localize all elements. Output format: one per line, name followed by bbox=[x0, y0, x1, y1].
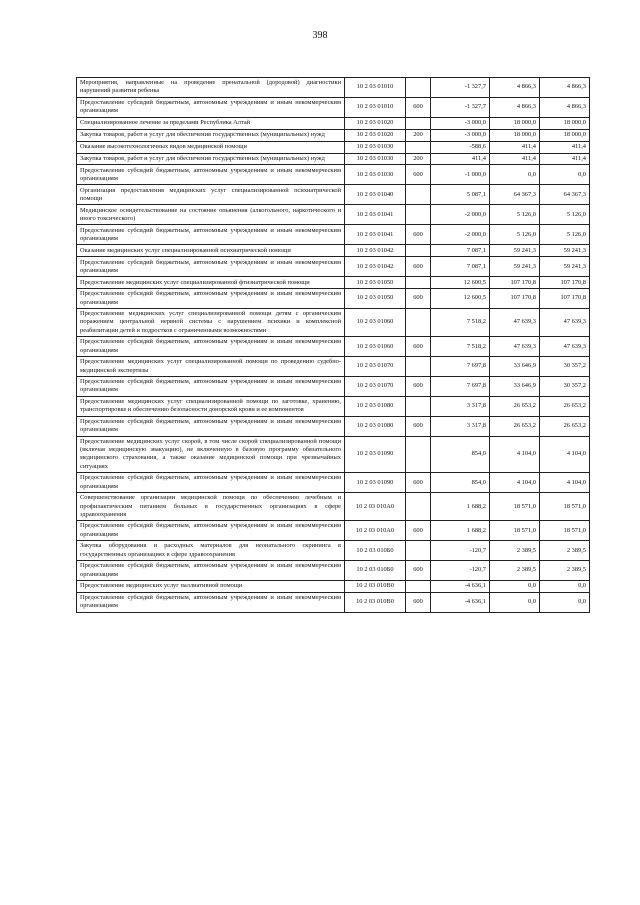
row-amount-3-cell: 411,4 bbox=[540, 153, 590, 165]
row-code-cell: 10 2 03 01030 bbox=[345, 141, 406, 153]
row-amount-1-cell: 7 518,2 bbox=[431, 337, 490, 357]
table-row bbox=[77, 541, 590, 561]
row-amount-2-cell: 4 866,3 bbox=[490, 78, 540, 98]
row-amount-2-cell: 18 000,0 bbox=[490, 129, 540, 141]
row-code-cell: 10 2 03 01090 bbox=[345, 436, 406, 472]
table-row bbox=[77, 289, 590, 309]
row-expense-type-cell: 600 bbox=[406, 561, 431, 581]
table-row bbox=[77, 581, 590, 593]
page-number: 398 bbox=[312, 30, 328, 41]
row-amount-1-cell: -4 636,1 bbox=[431, 592, 490, 612]
row-name-cell: Предоставление субсидий бюджетным, автономным учреждениям и иным некоммерческим организациям bbox=[77, 377, 345, 397]
row-amount-1-cell: 411,4 bbox=[431, 153, 490, 165]
row-code-cell: 10 2 03 01090 bbox=[345, 473, 406, 493]
row-name-cell: Закупка товаров, работ и услуг для обеспечения государственных (муниципальных) нужд bbox=[77, 153, 345, 165]
row-amount-2-cell: 4 104,0 bbox=[490, 473, 540, 493]
table-row bbox=[77, 521, 590, 541]
row-amount-1-cell: -1 327,7 bbox=[431, 97, 490, 117]
table-row bbox=[77, 416, 590, 436]
table-row bbox=[77, 205, 590, 225]
row-expense-type-cell: 600 bbox=[406, 377, 431, 397]
row-name-cell: Предоставление субсидий бюджетным, автономным учреждениям и иным некоммерческим организациям bbox=[77, 473, 345, 493]
row-code-cell: 10 2 03 01050 bbox=[345, 289, 406, 309]
table-row bbox=[77, 309, 590, 337]
row-amount-3-cell: 0,0 bbox=[540, 581, 590, 593]
row-expense-type-cell bbox=[406, 309, 431, 337]
row-expense-type-cell bbox=[406, 245, 431, 257]
row-code-cell: 10 2 03 010А0 bbox=[345, 521, 406, 541]
table-row bbox=[77, 245, 590, 257]
row-amount-2-cell: 26 653,2 bbox=[490, 396, 540, 416]
row-code-cell: 10 2 03 01080 bbox=[345, 416, 406, 436]
row-amount-2-cell: 411,4 bbox=[490, 153, 540, 165]
row-amount-2-cell: 59 241,3 bbox=[490, 245, 540, 257]
row-amount-1-cell: 12 600,5 bbox=[431, 289, 490, 309]
row-expense-type-cell: 600 bbox=[406, 592, 431, 612]
table-row bbox=[77, 141, 590, 153]
row-amount-3-cell: 107 170,8 bbox=[540, 277, 590, 289]
row-expense-type-cell bbox=[406, 205, 431, 225]
row-code-cell: 10 2 03 01070 bbox=[345, 377, 406, 397]
row-expense-type-cell: 600 bbox=[406, 473, 431, 493]
row-name-cell: Медицинское освидетельствование на состояние опьянения (алкогольного, наркотического и иного токсического) bbox=[77, 205, 345, 225]
row-amount-2-cell: 107 170,8 bbox=[490, 289, 540, 309]
table-row bbox=[77, 97, 590, 117]
row-amount-3-cell: 18 000,0 bbox=[540, 129, 590, 141]
row-name-cell: Предоставление медицинских услуг специализированной помощи по проведению судебно-медицинской экспертизы bbox=[77, 357, 345, 377]
table-row bbox=[77, 337, 590, 357]
row-expense-type-cell: 200 bbox=[406, 153, 431, 165]
table-row bbox=[77, 396, 590, 416]
row-amount-1-cell: 7 087,1 bbox=[431, 257, 490, 277]
row-amount-1-cell: 3 317,8 bbox=[431, 416, 490, 436]
row-code-cell: 10 2 03 01041 bbox=[345, 225, 406, 245]
row-expense-type-cell bbox=[406, 78, 431, 98]
row-amount-2-cell: 2 389,5 bbox=[490, 561, 540, 581]
table-row bbox=[77, 473, 590, 493]
row-amount-3-cell: 107 170,8 bbox=[540, 289, 590, 309]
row-amount-1-cell: 7 518,2 bbox=[431, 309, 490, 337]
row-expense-type-cell: 600 bbox=[406, 165, 431, 185]
row-amount-1-cell: -588,6 bbox=[431, 141, 490, 153]
row-amount-3-cell: 26 653,2 bbox=[540, 396, 590, 416]
row-amount-3-cell: 59 241,3 bbox=[540, 257, 590, 277]
row-code-cell: 10 2 03 01060 bbox=[345, 337, 406, 357]
row-amount-3-cell: 18 571,0 bbox=[540, 521, 590, 541]
row-name-cell: Предоставление субсидий бюджетным, автономным учреждениям и иным некоммерческим организациям bbox=[77, 416, 345, 436]
budget-table-body bbox=[77, 78, 590, 613]
row-amount-2-cell: 26 653,2 bbox=[490, 416, 540, 436]
row-amount-1-cell: 3 317,8 bbox=[431, 396, 490, 416]
table-row bbox=[77, 592, 590, 612]
row-amount-1-cell: -3 000,0 bbox=[431, 129, 490, 141]
row-amount-2-cell: 33 646,9 bbox=[490, 357, 540, 377]
table-row bbox=[77, 117, 590, 129]
row-code-cell: 10 2 03 01050 bbox=[345, 277, 406, 289]
row-code-cell: 10 2 03 01042 bbox=[345, 257, 406, 277]
row-amount-2-cell: 5 126,0 bbox=[490, 205, 540, 225]
row-amount-3-cell: 0,0 bbox=[540, 592, 590, 612]
row-amount-2-cell: 47 639,3 bbox=[490, 309, 540, 337]
row-name-cell: Мероприятия, направленные на проведение пренатальной (дородовой) диагностики нарушений развития ребенка bbox=[77, 78, 345, 98]
row-expense-type-cell: 600 bbox=[406, 289, 431, 309]
row-expense-type-cell: 600 bbox=[406, 225, 431, 245]
row-name-cell: Оказание высокотехнологичных видов медицинской помощи bbox=[77, 141, 345, 153]
table-row bbox=[77, 153, 590, 165]
row-name-cell: Предоставление медицинских услуг специализированной помощи по заготовке, хранению, транспортировке и обеспечению безопасности донорской крови и ее компонентов bbox=[77, 396, 345, 416]
row-name-cell: Специализированное лечение за пределами Республика Алтай bbox=[77, 117, 345, 129]
row-amount-2-cell: 2 389,5 bbox=[490, 541, 540, 561]
row-expense-type-cell bbox=[406, 277, 431, 289]
row-code-cell: 10 2 03 01030 bbox=[345, 165, 406, 185]
row-name-cell: Предоставление медицинских услуг паллиативной помощи bbox=[77, 581, 345, 593]
row-name-cell: Предоставление медицинских услуг скорой, в том числе скорой специализированной помощи (включая медицинскую эвакуацию), не включенную в базовую программу обязательного медицинского страхования, а также оказание медицинской помощи при чрезвычайных ситуациях bbox=[77, 436, 345, 472]
row-amount-3-cell: 47 639,3 bbox=[540, 337, 590, 357]
row-expense-type-cell: 200 bbox=[406, 129, 431, 141]
row-code-cell: 10 2 03 01040 bbox=[345, 185, 406, 205]
row-code-cell: 10 2 03 010Б0 bbox=[345, 561, 406, 581]
row-name-cell: Закупка оборудования и расходных материалов для неонатального скрининга в государственных организациях в сфере здравоохранения bbox=[77, 541, 345, 561]
row-code-cell: 10 2 03 01010 bbox=[345, 78, 406, 98]
row-name-cell: Организация предоставления медицинских услуг специализированной психиатрической помощи bbox=[77, 185, 345, 205]
row-amount-2-cell: 18 571,0 bbox=[490, 493, 540, 521]
row-code-cell: 10 2 03 01010 bbox=[345, 97, 406, 117]
row-amount-1-cell: 7 697,8 bbox=[431, 377, 490, 397]
table-row bbox=[77, 225, 590, 245]
row-amount-1-cell: -120,7 bbox=[431, 541, 490, 561]
row-amount-3-cell: 26 653,2 bbox=[540, 416, 590, 436]
row-amount-2-cell: 0,0 bbox=[490, 581, 540, 593]
row-name-cell: Предоставление медицинских услуг специализированной фтизиатрической помощи bbox=[77, 277, 345, 289]
row-amount-2-cell: 4 866,3 bbox=[490, 97, 540, 117]
row-amount-2-cell: 4 104,0 bbox=[490, 436, 540, 472]
row-amount-3-cell: 4 104,0 bbox=[540, 473, 590, 493]
table-row bbox=[77, 561, 590, 581]
row-amount-2-cell: 18 571,0 bbox=[490, 521, 540, 541]
row-expense-type-cell bbox=[406, 396, 431, 416]
row-expense-type-cell bbox=[406, 117, 431, 129]
table-row bbox=[77, 277, 590, 289]
row-amount-2-cell: 0,0 bbox=[490, 592, 540, 612]
row-code-cell: 10 2 03 01080 bbox=[345, 396, 406, 416]
row-amount-3-cell: 18 000,0 bbox=[540, 117, 590, 129]
row-amount-3-cell: 18 571,0 bbox=[540, 493, 590, 521]
row-amount-2-cell: 18 000,0 bbox=[490, 117, 540, 129]
row-amount-3-cell: 2 389,5 bbox=[540, 541, 590, 561]
row-code-cell: 10 2 03 01042 bbox=[345, 245, 406, 257]
row-name-cell: Оказание медицинских услуг специализированной психиатрической помощи bbox=[77, 245, 345, 257]
row-amount-3-cell: 64 367,3 bbox=[540, 185, 590, 205]
row-code-cell: 10 2 03 01020 bbox=[345, 129, 406, 141]
table-row bbox=[77, 377, 590, 397]
row-code-cell: 10 2 03 01041 bbox=[345, 205, 406, 225]
row-name-cell: Предоставление субсидий бюджетным, автономным учреждениям и иным некоммерческим организациям bbox=[77, 592, 345, 612]
row-name-cell: Предоставление субсидий бюджетным, автономным учреждениям и иным некоммерческим организациям bbox=[77, 337, 345, 357]
row-amount-2-cell: 64 367,3 bbox=[490, 185, 540, 205]
row-amount-3-cell: 30 357,2 bbox=[540, 377, 590, 397]
row-expense-type-cell bbox=[406, 357, 431, 377]
row-expense-type-cell: 600 bbox=[406, 416, 431, 436]
row-amount-3-cell: 2 389,5 bbox=[540, 561, 590, 581]
row-expense-type-cell bbox=[406, 141, 431, 153]
row-expense-type-cell: 600 bbox=[406, 337, 431, 357]
row-amount-1-cell: 1 688,2 bbox=[431, 521, 490, 541]
row-amount-1-cell: -4 636,1 bbox=[431, 581, 490, 593]
row-amount-1-cell: 854,0 bbox=[431, 473, 490, 493]
row-amount-1-cell: -3 000,0 bbox=[431, 117, 490, 129]
row-amount-1-cell: -1 327,7 bbox=[431, 78, 490, 98]
row-code-cell: 10 2 03 01030 bbox=[345, 153, 406, 165]
row-amount-1-cell: -120,7 bbox=[431, 561, 490, 581]
row-amount-1-cell: 7 697,8 bbox=[431, 357, 490, 377]
row-expense-type-cell bbox=[406, 436, 431, 472]
row-amount-1-cell: 5 087,1 bbox=[431, 185, 490, 205]
row-amount-3-cell: 4 104,0 bbox=[540, 436, 590, 472]
row-name-cell: Предоставление субсидий бюджетным, автономным учреждениям и иным некоммерческим организациям bbox=[77, 561, 345, 581]
row-amount-1-cell: 12 600,5 bbox=[431, 277, 490, 289]
table-row bbox=[77, 165, 590, 185]
row-code-cell: 10 2 03 01070 bbox=[345, 357, 406, 377]
row-amount-2-cell: 107 170,8 bbox=[490, 277, 540, 289]
row-amount-1-cell: -2 000,0 bbox=[431, 225, 490, 245]
row-code-cell: 10 2 03 01020 bbox=[345, 117, 406, 129]
budget-table bbox=[76, 77, 590, 613]
row-name-cell: Предоставление субсидий бюджетным, автономным учреждениям и иным некоммерческим организациям bbox=[77, 289, 345, 309]
row-code-cell: 10 2 03 010Б0 bbox=[345, 541, 406, 561]
row-name-cell: Предоставление субсидий бюджетным, автономным учреждениям и иным некоммерческим организациям bbox=[77, 165, 345, 185]
table-row bbox=[77, 129, 590, 141]
row-amount-2-cell: 47 639,3 bbox=[490, 337, 540, 357]
row-expense-type-cell: 600 bbox=[406, 521, 431, 541]
row-amount-1-cell: -1 000,0 bbox=[431, 165, 490, 185]
row-amount-3-cell: 4 866,3 bbox=[540, 78, 590, 98]
row-amount-3-cell: 0,0 bbox=[540, 165, 590, 185]
row-expense-type-cell bbox=[406, 185, 431, 205]
row-amount-2-cell: 411,4 bbox=[490, 141, 540, 153]
row-amount-1-cell: 1 688,2 bbox=[431, 493, 490, 521]
row-amount-3-cell: 30 357,2 bbox=[540, 357, 590, 377]
row-name-cell: Предоставление субсидий бюджетным, автономным учреждениям и иным некоммерческим организациям bbox=[77, 257, 345, 277]
row-amount-3-cell: 59 241,3 bbox=[540, 245, 590, 257]
row-code-cell: 10 2 03 010В0 bbox=[345, 592, 406, 612]
table-row bbox=[77, 257, 590, 277]
row-amount-3-cell: 4 866,3 bbox=[540, 97, 590, 117]
table-row bbox=[77, 357, 590, 377]
row-name-cell: Закупка товаров, работ и услуг для обеспечения государственных (муниципальных) нужд bbox=[77, 129, 345, 141]
row-name-cell: Предоставление субсидий бюджетным, автономным учреждениям и иным некоммерческим организациям bbox=[77, 521, 345, 541]
row-expense-type-cell bbox=[406, 581, 431, 593]
row-code-cell: 10 2 03 01060 bbox=[345, 309, 406, 337]
row-amount-1-cell: -2 000,0 bbox=[431, 205, 490, 225]
table-row bbox=[77, 78, 590, 98]
row-amount-1-cell: 854,0 bbox=[431, 436, 490, 472]
row-amount-3-cell: 411,4 bbox=[540, 141, 590, 153]
row-amount-1-cell: 7 087,1 bbox=[431, 245, 490, 257]
row-amount-3-cell: 47 639,3 bbox=[540, 309, 590, 337]
row-amount-3-cell: 5 126,0 bbox=[540, 225, 590, 245]
row-name-cell: Предоставление субсидий бюджетным, автономным учреждениям и иным некоммерческим организациям bbox=[77, 97, 345, 117]
row-expense-type-cell: 600 bbox=[406, 97, 431, 117]
table-row bbox=[77, 493, 590, 521]
row-amount-2-cell: 33 646,9 bbox=[490, 377, 540, 397]
row-amount-2-cell: 59 241,3 bbox=[490, 257, 540, 277]
table-row bbox=[77, 185, 590, 205]
row-name-cell: Предоставление субсидий бюджетным, автономным учреждениям и иным некоммерческим организациям bbox=[77, 225, 345, 245]
row-code-cell: 10 2 03 010А0 bbox=[345, 493, 406, 521]
row-expense-type-cell bbox=[406, 493, 431, 521]
row-expense-type-cell bbox=[406, 541, 431, 561]
table-row bbox=[77, 436, 590, 472]
row-name-cell: Совершенствование организации медицинской помощи по обеспечению лечебным и профилактическим питанием больных в государственных организациях в сфере здравоохранения bbox=[77, 493, 345, 521]
row-code-cell: 10 2 03 010В0 bbox=[345, 581, 406, 593]
row-amount-2-cell: 5 126,0 bbox=[490, 225, 540, 245]
row-amount-2-cell: 0,0 bbox=[490, 165, 540, 185]
row-amount-3-cell: 5 126,0 bbox=[540, 205, 590, 225]
row-name-cell: Предоставление медицинских услуг специализированной помощи детям с органическим поражением центральной нервной системы с нарушением психики и комплексной реабилитации детей и подростков с ограниченными возможностями bbox=[77, 309, 345, 337]
row-expense-type-cell: 600 bbox=[406, 257, 431, 277]
